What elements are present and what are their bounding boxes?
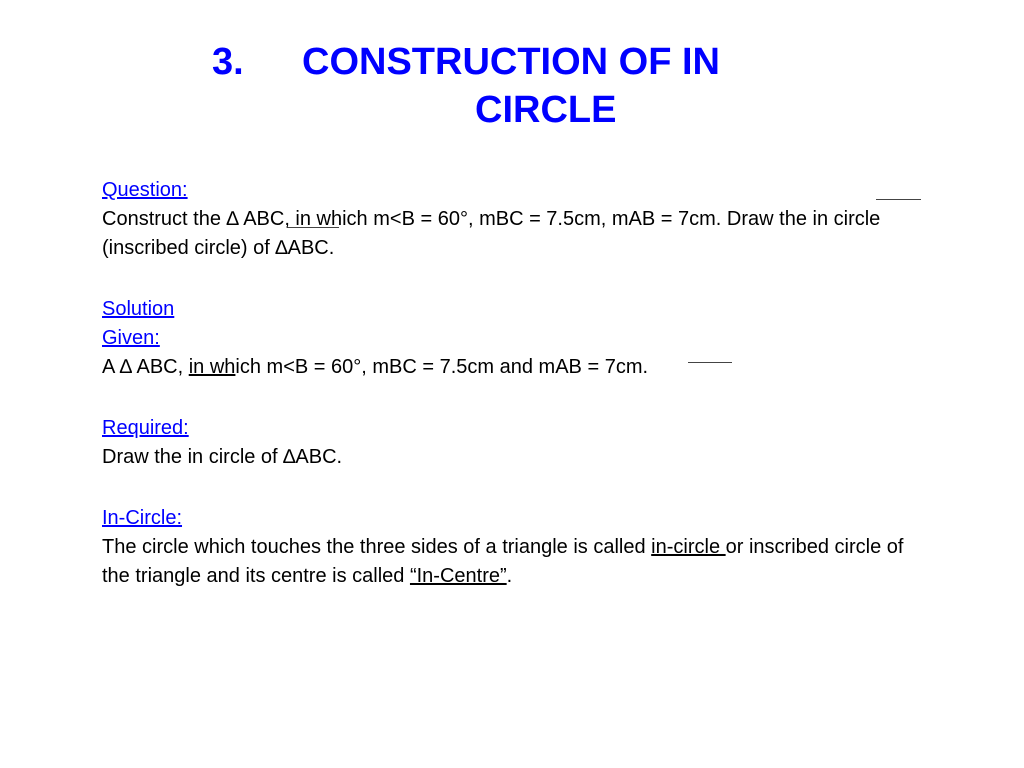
slide-body bbox=[102, 176, 932, 591]
required-heading: Required: bbox=[102, 417, 189, 439]
incircle-text bbox=[102, 533, 932, 591]
required-text: Draw the in circle of ∆ABC. bbox=[102, 446, 343, 468]
incircle-term-in-circle: in-circle bbox=[651, 536, 726, 558]
given-text bbox=[102, 353, 932, 382]
question-text: Construct the ∆ ABC, in which m<B = 60°, mBC = 7.5cm, mAB = 7cm. Draw the in circle (inscribed circle) of ∆ABC. bbox=[102, 208, 881, 259]
title-text-line-2: CIRCLE bbox=[475, 89, 617, 131]
spacer bbox=[102, 263, 932, 295]
solution-heading: Solution bbox=[102, 298, 175, 320]
given-text-pre: A ∆ ABC, bbox=[102, 356, 189, 378]
question-heading: Question: bbox=[102, 179, 188, 201]
incircle-term-in-centre: “In-Centre” bbox=[409, 565, 507, 587]
incircle-heading: In-Circle: bbox=[102, 507, 183, 529]
given-text-underlined: in wh bbox=[188, 356, 236, 378]
title-line-1 bbox=[200, 38, 840, 86]
title-number: 3. bbox=[212, 41, 244, 83]
incircle-text-mid: or inscribed circle of the triangle and its centre is called bbox=[102, 536, 904, 587]
spacer bbox=[102, 472, 932, 504]
title-text-line-1: CONSTRUCTION OF IN bbox=[302, 41, 720, 83]
given-text-post: ich m<B = 60°, mBC = 7.5cm and mAB = 7cm. bbox=[235, 356, 649, 378]
given-heading: Given: bbox=[102, 327, 160, 349]
slide-title bbox=[200, 38, 840, 134]
incircle-text-post: . bbox=[506, 565, 513, 587]
incircle-text-pre: The circle which touches the three sides of a triangle is called bbox=[102, 536, 652, 558]
spacer bbox=[102, 382, 932, 414]
